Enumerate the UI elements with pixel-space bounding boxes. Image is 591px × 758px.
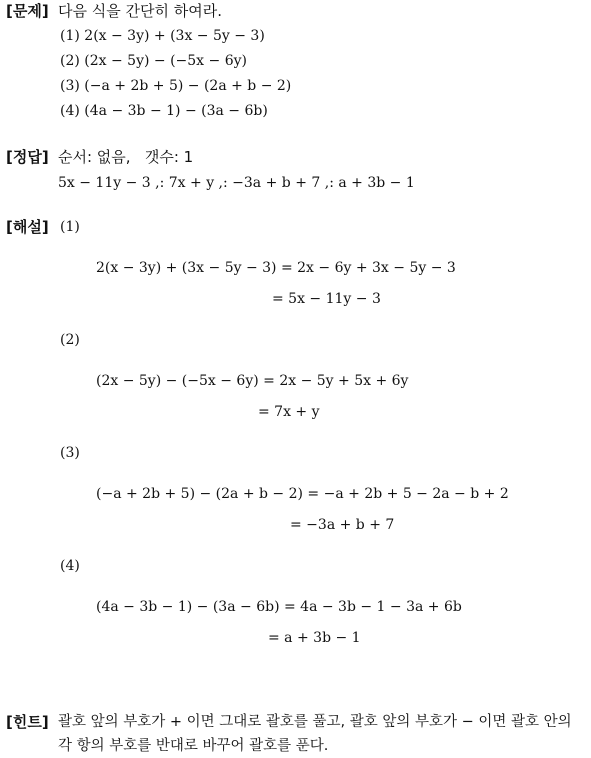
solution-part-4-line-2: = a + 3b − 1 bbox=[268, 630, 361, 646]
problem-item-4: (4) (4a − 3b − 1) − (3a − 6b) bbox=[60, 103, 268, 119]
problem-label: [문제] bbox=[6, 2, 49, 20]
solution-part-1-line-1: 2(x − 3y) + (3x − 5y − 3) = 2x − 6y + 3x − 5y − 3 bbox=[96, 260, 456, 276]
problem-item-2: (2) (2x − 5y) − (−5x − 6y) bbox=[60, 53, 247, 69]
solution-label: [해설] bbox=[6, 218, 49, 236]
problem-statement: 다음 식을 간단히 하여라. bbox=[58, 2, 222, 20]
solution-part-3-line-1: (−a + 2b + 5) − (2a + b − 2) = −a + 2b + 5 − 2a − b + 2 bbox=[96, 486, 509, 502]
solution-part-1-line-2: = 5x − 11y − 3 bbox=[272, 291, 381, 307]
solution-part-2-line-2: = 7x + y bbox=[258, 404, 320, 420]
hint-label: [힌트] bbox=[6, 713, 49, 731]
problem-item-1: (1) 2(x − 3y) + (3x − 5y − 3) bbox=[60, 28, 265, 44]
solution-part-4-number: (4) bbox=[60, 558, 80, 574]
solution-part-3-line-2: = −3a + b + 7 bbox=[290, 517, 395, 533]
hint-text: 괄호 앞의 부호가 + 이면 그대로 괄호를 풀고, 괄호 앞의 부호가 − 이면 괄호 안의 각 항의 부호를 반대로 바꾸어 괄호를 푼다. bbox=[58, 714, 572, 754]
problem-item-3: (3) (−a + 2b + 5) − (2a + b − 2) bbox=[60, 78, 292, 94]
solution-part-2-line-1: (2x − 5y) − (−5x − 6y) = 2x − 5y + 5x + 6y bbox=[96, 373, 409, 389]
answer-label: [정답] bbox=[6, 148, 49, 166]
solution-part-3-number: (3) bbox=[60, 445, 80, 461]
solution-part-1-number: (1) bbox=[60, 219, 80, 235]
solution-part-2-number: (2) bbox=[60, 332, 80, 348]
answer-meta: 순서: 없음, 갯수: 1 bbox=[58, 148, 194, 166]
solution-part-4-line-1: (4a − 3b − 1) − (3a − 6b) = 4a − 3b − 1 − 3a + 6b bbox=[96, 599, 462, 615]
answer-values: 5x − 11y − 3 ,: 7x + y ,: −3a + b + 7 ,: a + 3b − 1 bbox=[58, 175, 415, 191]
